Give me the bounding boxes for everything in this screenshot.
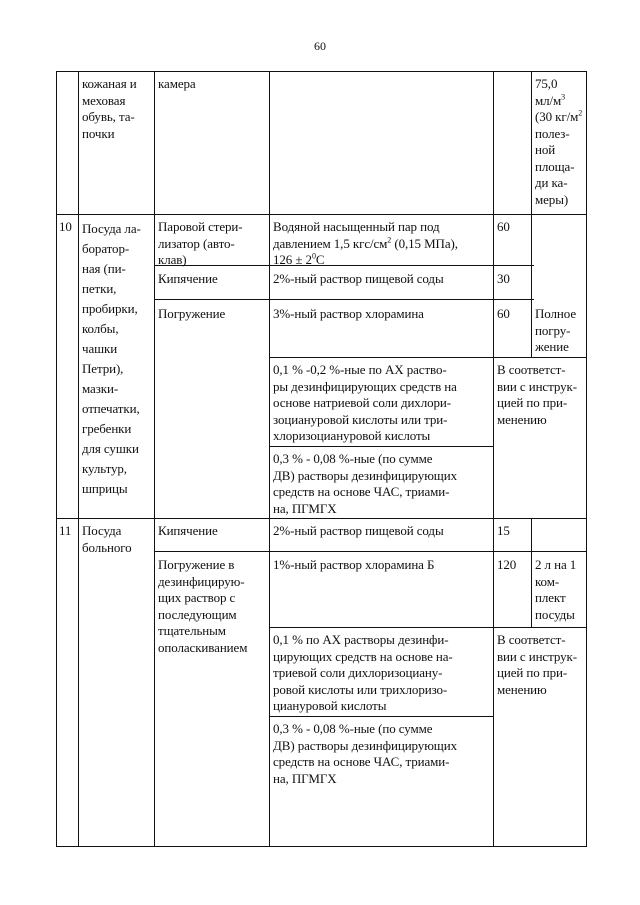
row10-object: Посуда ла- боратор- ная (пи- петки, пробирки, колбы, чашки Петри), мазки- отпечатки, гребенки для сушки культур, шприцы bbox=[82, 221, 141, 496]
row11-agent-soda: 2%-ный раствор пищевой соды bbox=[273, 523, 444, 538]
row11-agent-chlorine: 0,1 % по АХ растворы дезинфи- цирующих средств на основе на- триевой соли дихлоризоциану- ровой кислоты или трихлоризо- циануровой кислоты bbox=[273, 632, 453, 713]
row10-time-immersion: 60 bbox=[497, 306, 510, 321]
row11-condition-immersion: 2 л на 1 ком- плект посуды bbox=[535, 557, 577, 622]
row10-agent-chlorine: 0,1 % -0,2 %-ные по АХ раство- ры дезинфицирующих средств на основе натриевой соли дихлори- зоциануровой кислоты или три- хлоризоциануровой кислоты bbox=[273, 362, 457, 443]
row11-agent-chloramine: 1%-ный раствор хлорамина Б bbox=[273, 557, 435, 572]
row11-time-boiling: 15 bbox=[497, 523, 510, 538]
row11-time-immersion: 120 bbox=[497, 557, 517, 572]
row10-number: 10 bbox=[59, 219, 72, 234]
row11-instructions: В соответст- вии с инструк- цией по при- менению bbox=[497, 632, 577, 697]
row10-agent-quats: 0,3 % - 0,08 %-ные (по сумме ДВ) растворы дезинфицирующих средств на основе ЧАС, триами- на, ПГМГХ bbox=[273, 451, 457, 516]
row10-agent-soda: 2%-ный раствор пищевой соды bbox=[273, 271, 444, 286]
top-row-method: камера bbox=[158, 76, 196, 91]
row11-agent-quats: 0,3 % - 0,08 %-ные (по сумме ДВ) растворы дезинфицирующих средств на основе ЧАС, триами- на, ПГМГХ bbox=[273, 721, 457, 786]
page-number: 60 bbox=[314, 39, 326, 53]
row10-method-immersion: Погружение bbox=[158, 306, 226, 321]
row11-method-boiling: Кипячение bbox=[158, 523, 218, 538]
row10-instructions: В соответст- вии с инструк- цией по при- менению bbox=[497, 362, 577, 427]
row10-method-boiling: Кипячение bbox=[158, 271, 218, 286]
row11-number: 11 bbox=[59, 523, 72, 538]
row11-object: Посуда больного bbox=[82, 523, 132, 555]
top-row-object: кожаная и меховая обувь, та- почки bbox=[82, 76, 137, 141]
row10-condition-immersion: Полное погру- жение bbox=[535, 306, 576, 354]
row11-method-immersion: Погружение в дезинфицирую- щих раствор с последующим тщательным ополаскиванием bbox=[158, 557, 248, 655]
row10-agent-chloramine: 3%-ный раствор хлорамина bbox=[273, 306, 424, 321]
row10-agent-steam: Водяной насыщенный пар под давлением 1,5 кгс/$см^2$ (0,15 МПа), $126 \pm 2^0С$ bbox=[273, 219, 458, 267]
row10-time-boiling: 30 bbox=[497, 271, 510, 286]
row10-time-autoclave: 60 bbox=[497, 219, 510, 234]
row10-method-autoclave: Паровой стери- лизатор (авто- клав) bbox=[158, 219, 243, 267]
top-row-norm: 75,0 $мл/м^3$ (30 $кг/м^2$ полезной площа- ди ка- меры) bbox=[535, 76, 583, 207]
